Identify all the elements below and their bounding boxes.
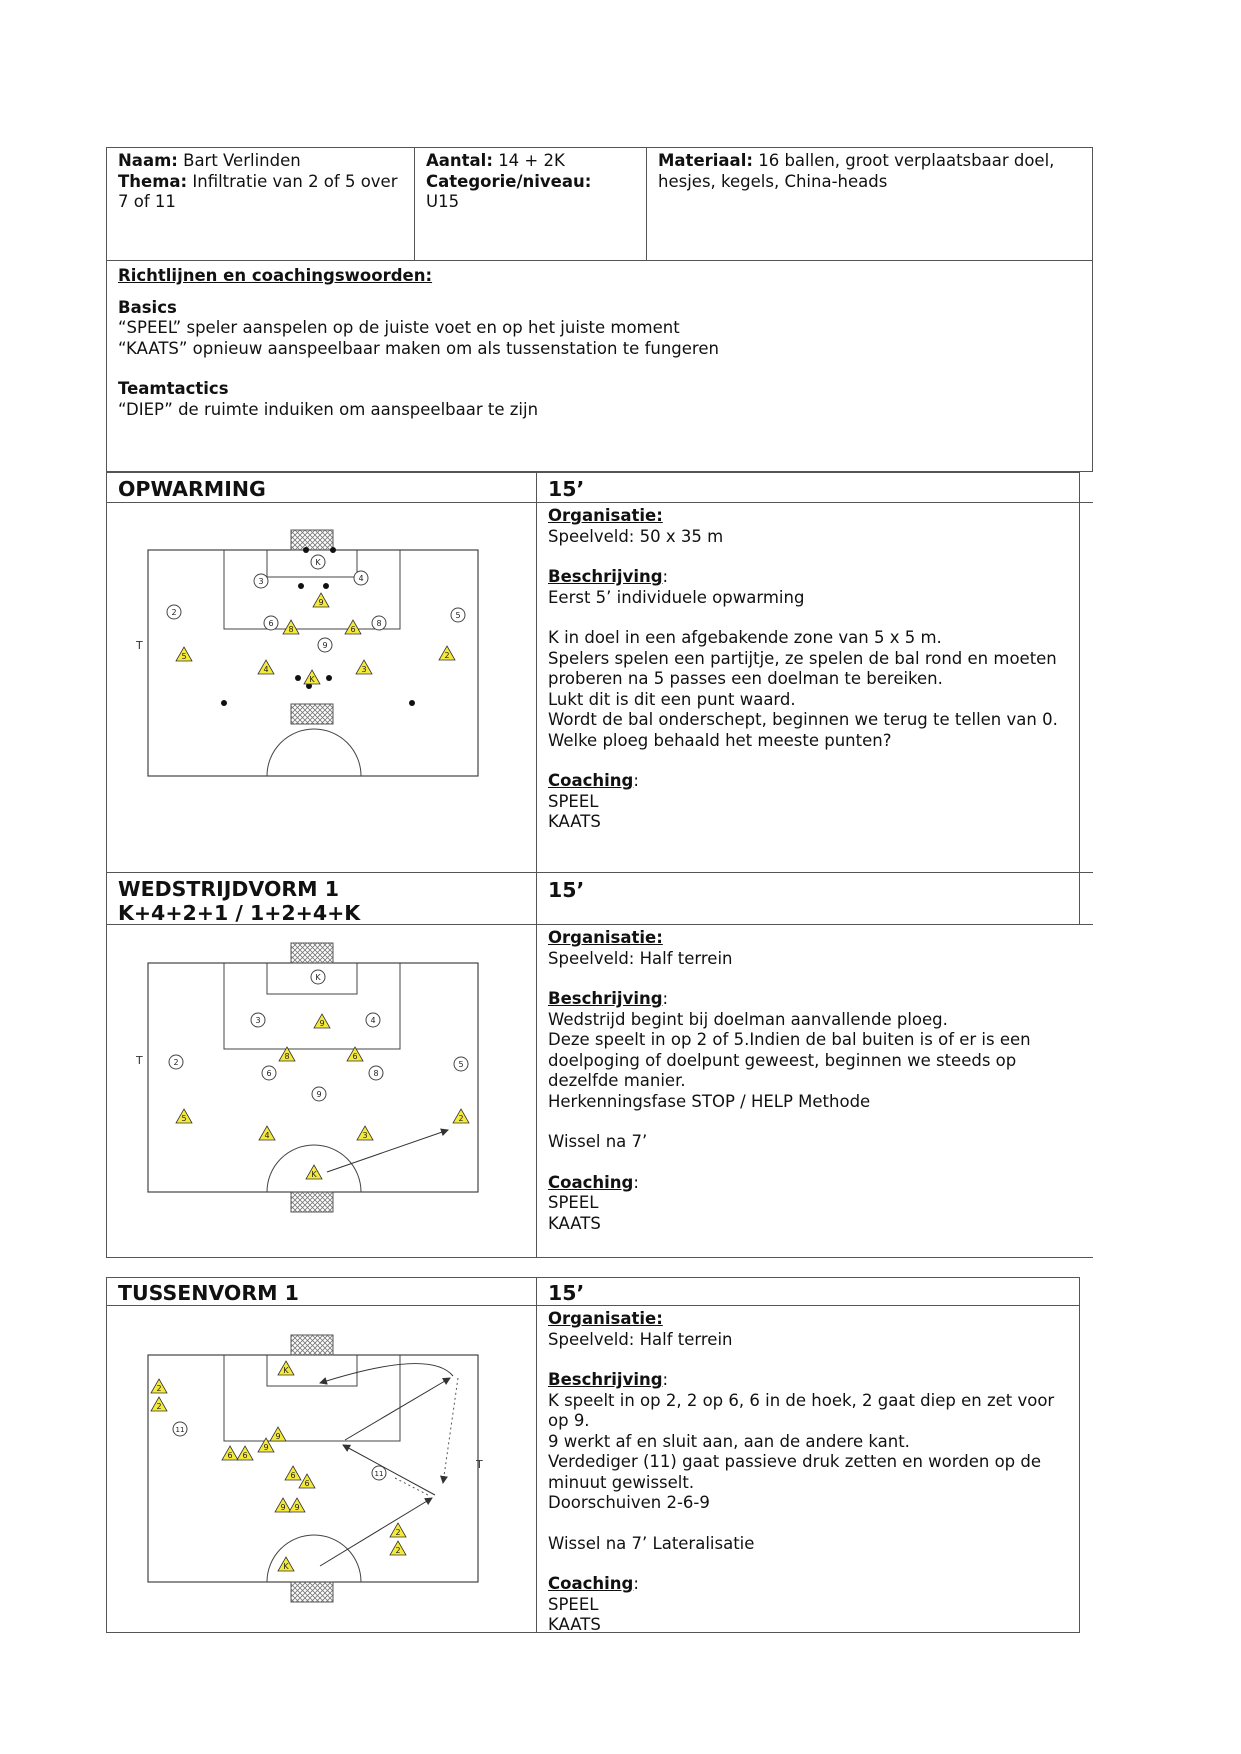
player-label: 2 [395,1546,401,1555]
player-label: 6 [227,1451,233,1460]
beschrijving-line: Doorschuiven 2-6-9 [548,1493,710,1512]
thema-value: Infiltratie van 2 of 5 over 7 of 11 [118,171,398,211]
player-label: K [315,973,321,982]
materiaal-value: 16 ballen, groot verplaatsbaar doel, hesjes, kegels, China-heads [658,151,1055,191]
player-label: 8 [376,619,382,628]
categorie-label: Categorie/niveau: [426,171,592,191]
beschrijving-line: Verdediger (11) gaat passieve druk zetten en worden op de minuut gewisselt. [548,1452,1042,1492]
beschrijving-line: Herkenningsfase STOP / HELP Methode [548,1091,871,1111]
player-label: 6 [268,619,274,628]
coaching-label: Coaching [548,771,634,790]
materiaal-label: Materiaal: [658,151,753,170]
coaching-item: SPEEL [548,1594,599,1614]
beschrijving-line: Wordt de bal onderschept, beginnen we terug te tellen van 0. [548,710,1058,729]
player-label: K [283,1562,289,1571]
basics-title: Basics [118,297,177,317]
section-duration: 15’ [548,878,585,902]
player-label: 6 [350,625,356,634]
player-label: 11 [374,1470,384,1478]
player-label: 8 [373,1069,379,1078]
section-description: Organisatie: Speelveld: 50 x 35 m Beschrijving: Eerst 5’ individuele opwarming K in doel in een afgebakende zone van 5 x 5 m. Spelers spelen een partijtje, ze spelen de bal rond en moeten proberen na 5 passes een doelman te bereiken. Lukt dit is dit een punt waard. Wordt de bal onderschept, beginnen we terug te tellen van 0. Welke ploeg behaald het meeste punten? Coaching: SPEEL KAATS [537,503,1077,836]
player-label: 4 [264,1131,270,1140]
beschrijving-line: Eerst 5’ individuele opwarming [548,587,805,607]
speelveld-text: Speelveld: Half terrein [548,1329,733,1349]
player-label: 9 [322,641,328,650]
player-label: 2 [171,608,177,617]
beschrijving-line: Wissel na 7’ [548,1132,648,1151]
player-label: 5 [455,611,461,620]
drill-diagram-wedstrijdvorm [130,940,510,1220]
section-duration: 15’ [548,477,585,501]
coaching-item: SPEEL [548,791,599,811]
player-label: 8 [284,1052,290,1061]
drill-diagram-opwarming [130,520,510,790]
side-label: T [136,639,143,652]
player-label: 4 [358,574,364,583]
section-formation: K+4+2+1 / 1+2+4+K [118,901,361,925]
player-label: 9 [263,1443,269,1452]
header-materiaal-cell [647,148,1092,195]
player-label: K [309,675,315,684]
player-label: 3 [258,577,264,586]
player-label: K [311,1170,317,1179]
player-label: 9 [316,1090,322,1099]
player-label: 3 [362,1131,368,1140]
section-title: WEDSTRIJDVORM 1 K+4+2+1 / 1+2+4+K [118,877,361,925]
organisatie-label: Organisatie: [548,928,663,947]
player-label: 4 [370,1016,376,1025]
beschrijving-line: 9 werkt af en sluit aan, aan de andere kant. [548,1431,910,1451]
player-label: 6 [352,1052,358,1061]
coaching-item: KAATS [548,1615,601,1634]
beschrijving-label: Beschrijving [548,1370,663,1389]
aantal-label: Aantal: [426,151,493,170]
beschrijving-line: K in doel in een afgebakende zone van 5 x 5 m. [548,628,942,647]
player-label: 9 [294,1503,300,1512]
teamtactics-title: Teamtactics [118,379,229,398]
coaching-label: Coaching [548,1172,634,1192]
player-label: 6 [266,1069,272,1078]
beschrijving-label: Beschrijving [548,989,663,1008]
beschrijving-line: K speelt in op 2, 2 op 6, 6 in de hoek, 2 gaat diep en zet voor op 9. [548,1390,1055,1430]
player-label: 5 [458,1060,464,1069]
section-duration: 15’ [548,1281,585,1305]
player-label: 2 [156,1402,162,1411]
player-label: 9 [280,1503,286,1512]
player-label: 2 [395,1528,401,1537]
teamtactics-line: “DIEP” de ruimte induiken om aanspeelbaar te zijn [118,399,539,419]
drill-diagram-tussenvorm [130,1328,510,1608]
section-title: TUSSENVORM 1 [118,1281,299,1305]
side-label: T [136,1054,143,1067]
beschrijving-line: Welke ploeg behaald het meeste punten? [548,730,892,750]
coaching-item: KAATS [548,812,601,831]
player-label: 11 [175,1426,185,1434]
beschrijving-label: Beschrijving [548,567,663,586]
player-label: 5 [181,1114,187,1123]
beschrijving-line: Wissel na 7’ Lateralisatie [548,1533,755,1553]
organisatie-label: Organisatie: [548,1309,663,1328]
header-naam-cell [107,148,414,216]
beschrijving-line: Lukt dit is dit een punt waard. [548,689,796,709]
coaching-label: Coaching [548,1574,634,1593]
player-label: K [315,558,321,567]
richtlijnen-content [107,263,1087,423]
player-label: 6 [304,1479,310,1488]
header-aantal-cell [415,148,646,216]
player-label: 5 [181,652,187,661]
naam-value: Bart Verlinden [183,151,301,170]
categorie-value: U15 [426,192,460,211]
speelveld-text: Speelveld: 50 x 35 m [548,526,724,546]
player-label: 9 [318,598,324,607]
player-label: 2 [156,1384,162,1393]
player-label: 2 [173,1058,179,1067]
speelveld-text: Speelveld: Half terrein [548,948,733,968]
section-description: Organisatie: Speelveld: Half terrein Beschrijving: Wedstrijd begint bij doelman aanvallende ploeg. Deze speelt in op 2 of 5.Indien de bal buiten is of er is een doelpoging of doelpunt geweest, beginnen we steeds op dezelfde manier. Herkenningsfase STOP / HELP Methode Wissel na 7’ Coaching: SPEEL KAATS [537,925,1082,1237]
coaching-item: KAATS [548,1213,601,1233]
player-label: 3 [255,1016,261,1025]
beschrijving-line: Deze speelt in op 2 of 5.Indien de bal buiten is of er is een doelpoging of doelpunt geweest, beginnen we steeds op dezelfde manier. [548,1030,1031,1090]
basics-line: “KAATS” opnieuw aanspeelbaar maken om als tussenstation te fungeren [118,338,719,358]
side-label: T [476,1458,483,1471]
player-label: 8 [288,625,294,634]
beschrijving-line: Wedstrijd begint bij doelman aanvallende ploeg. [548,1009,948,1029]
section-description: Organisatie: Speelveld: Half terrein Beschrijving: K speelt in op 2, 2 op 6, 6 in de hoek, 2 gaat diep en zet voor op 9. 9 werkt af en sluit aan, aan de andere kant. Verdediger (11) gaat passieve druk zetten en worden op de minuut gewisselt. Doorschuiven 2-6-9 Wissel na 7’ Lateralisatie Coaching: SPEEL KAATS [537,1306,1077,1639]
coaching-item: SPEEL [548,1193,599,1212]
player-label: 2 [444,651,450,660]
player-label: 9 [275,1432,281,1441]
player-label: 6 [242,1451,248,1460]
basics-line: “SPEEL” speler aanspelen op de juiste voet en op het juiste moment [118,318,680,337]
richtlijnen-title: Richtlijnen en coachingswoorden: [118,266,433,285]
player-label: K [283,1366,289,1375]
beschrijving-line: Spelers spelen een partijtje, ze spelen de bal rond en moeten proberen na 5 passes een doelman te bereiken. [548,648,1057,688]
player-label: 3 [361,665,367,674]
aantal-value: 14 + 2K [498,151,565,170]
section-title: OPWARMING [118,477,266,501]
player-label: 2 [458,1114,464,1123]
player-label: 9 [319,1019,325,1028]
naam-label: Naam: [118,151,178,170]
thema-label: Thema: [118,171,188,191]
player-label: 4 [263,665,269,674]
organisatie-label: Organisatie: [548,506,663,525]
player-label: 6 [290,1471,296,1480]
